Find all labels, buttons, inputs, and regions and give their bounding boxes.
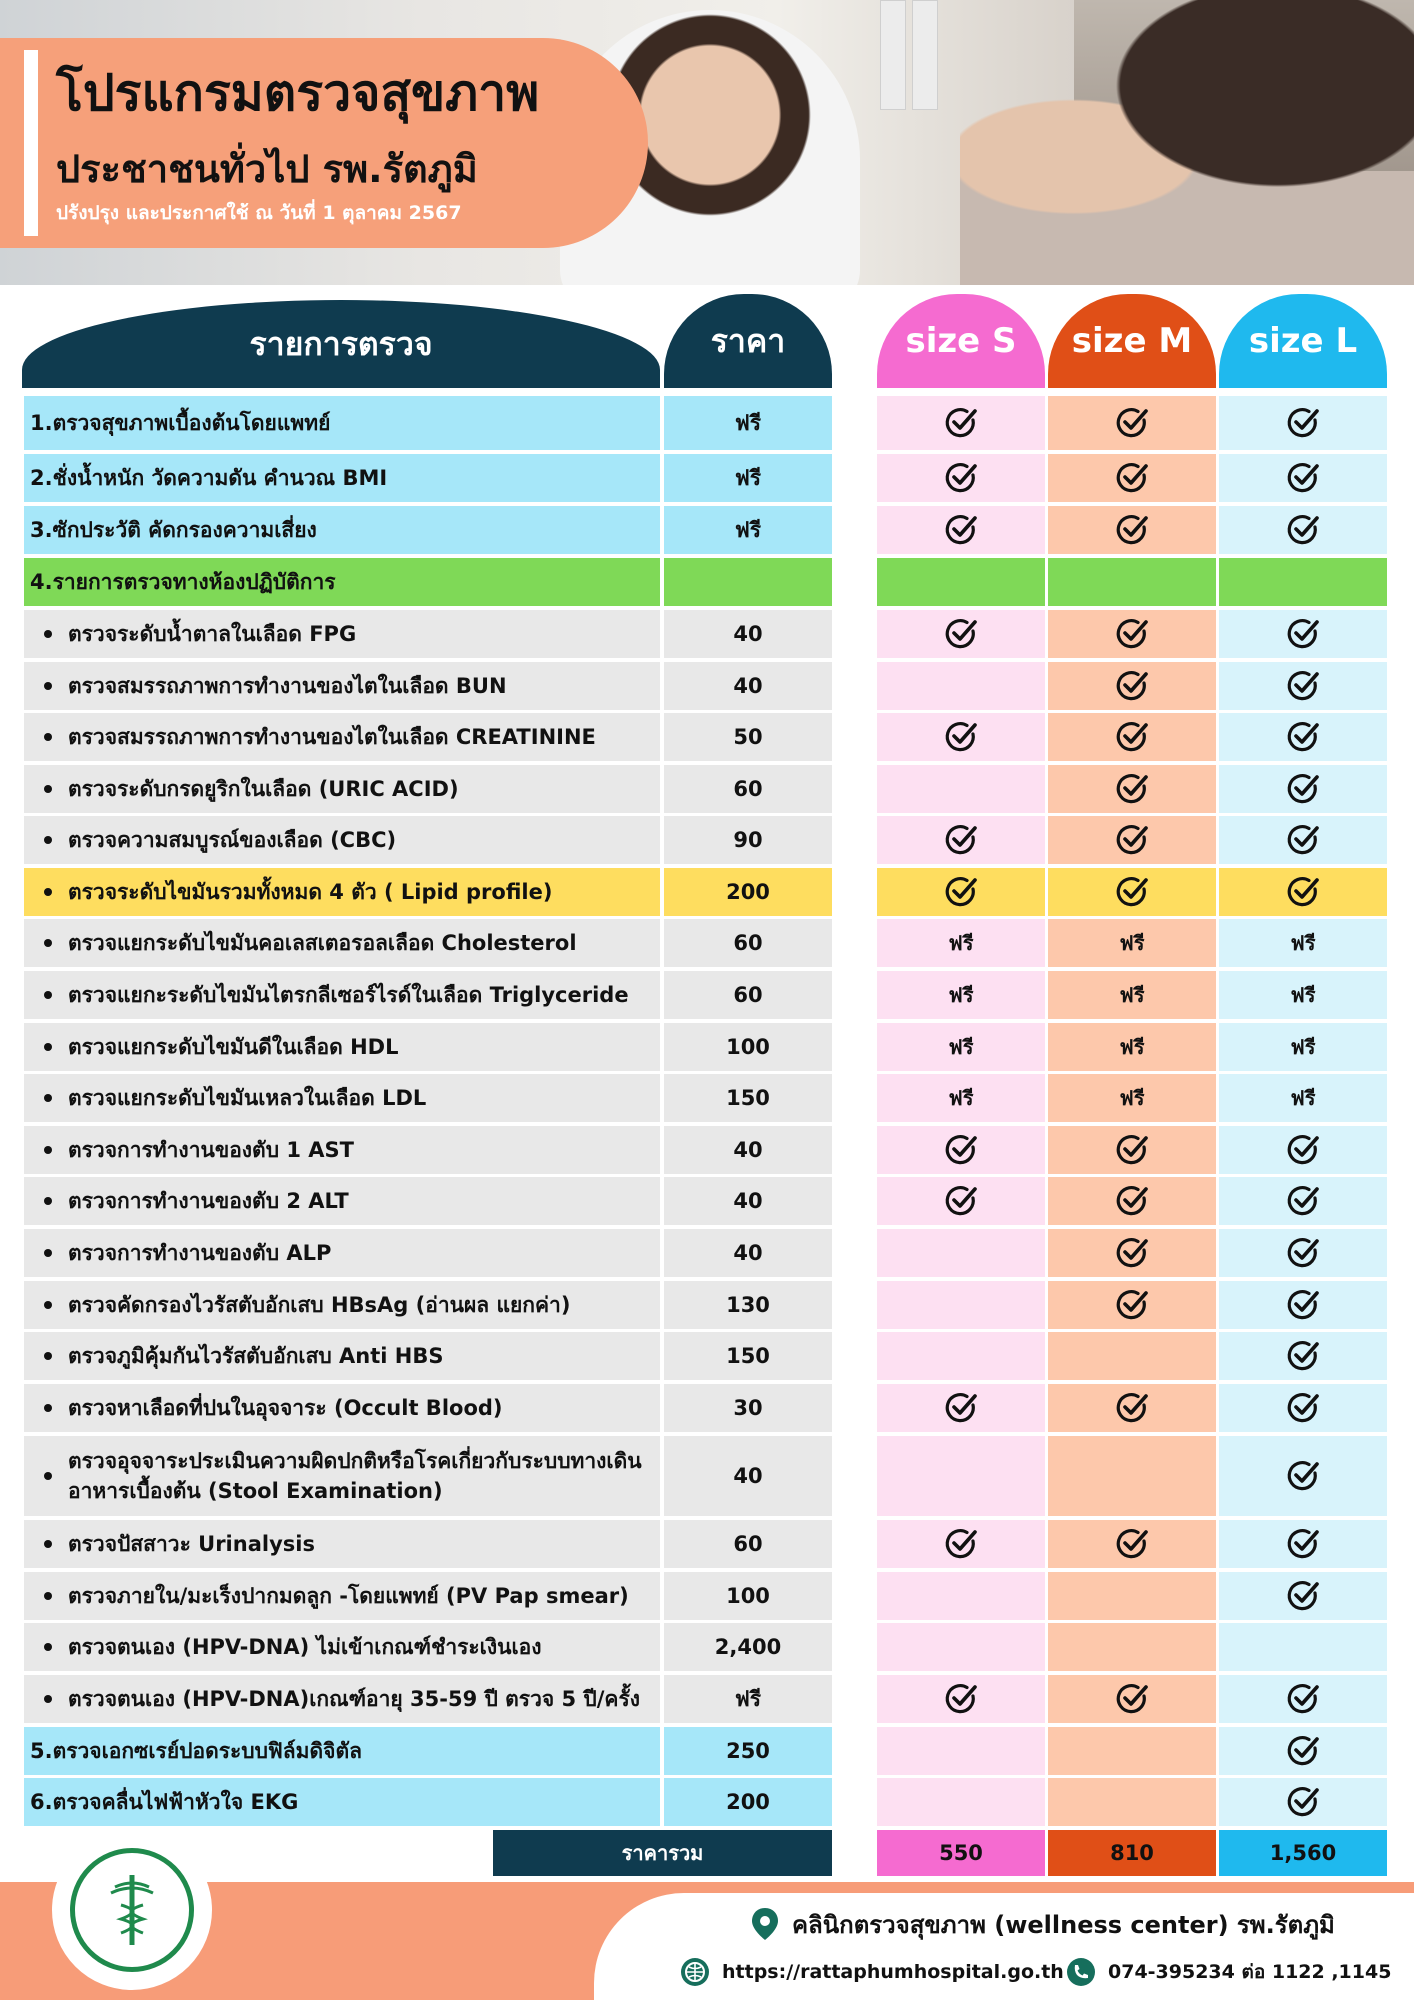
row-size-s xyxy=(877,1126,1045,1174)
table-row xyxy=(0,765,1414,813)
table-row xyxy=(0,868,1414,916)
row-size-l xyxy=(1219,558,1387,606)
row-size-s xyxy=(877,454,1045,502)
row-size-s xyxy=(877,1332,1045,1380)
row-price: 200 xyxy=(664,1778,832,1826)
caduceus-icon xyxy=(75,1853,189,1967)
check-circle-icon xyxy=(1114,668,1150,704)
website-line[interactable] xyxy=(680,1956,1064,1988)
row-label-text: ตรวจแยกะระดับไขมันไตรกลีเซอร์ไรด์ในเลือด Triglyceride xyxy=(68,982,629,1007)
row-label xyxy=(24,1520,660,1568)
row-size-l xyxy=(1219,816,1387,864)
table-row xyxy=(0,610,1414,658)
table-row xyxy=(0,558,1414,606)
check-circle-icon xyxy=(1114,616,1150,652)
check-circle-icon xyxy=(1114,719,1150,755)
row-size-s: ฟรี xyxy=(877,919,1045,967)
row-price: 2,400 xyxy=(664,1623,832,1671)
check-circle-icon xyxy=(943,405,979,441)
row-label-text: 4.รายการตรวจทางห้องปฏิบัติการ xyxy=(30,569,336,594)
seal-ring xyxy=(70,1848,194,1972)
row-label xyxy=(24,765,660,813)
row-label xyxy=(24,919,660,967)
row-size-l xyxy=(1219,1332,1387,1380)
row-size-m xyxy=(1048,1572,1216,1620)
row-price: 100 xyxy=(664,1572,832,1620)
table-row xyxy=(0,1177,1414,1225)
row-size-m xyxy=(1048,1623,1216,1671)
check-circle-icon xyxy=(1285,1733,1321,1769)
row-label-text: ตรวจแยกระดับไขมันเหลวในเลือด LDL xyxy=(68,1085,427,1110)
check-circle-icon xyxy=(943,1132,979,1168)
row-price: 40 xyxy=(664,1229,832,1277)
table-row xyxy=(0,713,1414,761)
bullet-icon xyxy=(44,1352,52,1360)
check-circle-icon xyxy=(1285,1458,1321,1494)
bullet-icon xyxy=(44,939,52,947)
table-row xyxy=(0,396,1414,450)
row-label xyxy=(24,971,660,1019)
row-size-m xyxy=(1048,1126,1216,1174)
row-label xyxy=(24,396,660,450)
table-row xyxy=(0,1332,1414,1380)
row-size-l xyxy=(1219,1623,1387,1671)
row-size-m xyxy=(1048,558,1216,606)
row-size-m xyxy=(1048,1436,1216,1516)
row-size-m xyxy=(1048,1281,1216,1329)
row-label xyxy=(24,1023,660,1071)
globe-icon xyxy=(680,1957,710,1987)
bullet-icon xyxy=(44,1592,52,1600)
row-price: 60 xyxy=(664,919,832,967)
check-circle-icon xyxy=(1285,1784,1321,1820)
row-label-text: ตรวจระดับน้ำตาลในเลือด FPG xyxy=(68,621,357,646)
row-price: 40 xyxy=(664,1177,832,1225)
row-size-m xyxy=(1048,506,1216,554)
check-circle-icon xyxy=(1114,1183,1150,1219)
table-row xyxy=(0,1074,1414,1122)
row-size-m: ฟรี xyxy=(1048,1023,1216,1071)
row-label xyxy=(24,1177,660,1225)
check-circle-icon xyxy=(1285,1132,1321,1168)
row-label xyxy=(24,1778,660,1826)
row-price: 40 xyxy=(664,610,832,658)
table-row xyxy=(0,1675,1414,1723)
row-size-l xyxy=(1219,454,1387,502)
row-label xyxy=(24,454,660,502)
row-size-s xyxy=(877,1572,1045,1620)
row-size-s xyxy=(877,1177,1045,1225)
row-size-s xyxy=(877,662,1045,710)
table-row xyxy=(0,1281,1414,1329)
row-price: ฟรี xyxy=(664,454,832,502)
check-circle-icon xyxy=(1285,405,1321,441)
row-size-l xyxy=(1219,1436,1387,1516)
check-circle-icon xyxy=(1285,460,1321,496)
row-label-text: ตรวจแยกระดับไขมันคอเลสเตอรอลเลือด Cholesterol xyxy=(68,930,577,955)
row-size-l xyxy=(1219,1778,1387,1826)
row-label xyxy=(24,1572,660,1620)
row-size-l: ฟรี xyxy=(1219,919,1387,967)
column-header-items: รายการตรวจ xyxy=(22,300,660,388)
row-size-m xyxy=(1048,1384,1216,1432)
bullet-icon xyxy=(44,1695,52,1703)
row-size-m: ฟรี xyxy=(1048,919,1216,967)
row-price: 130 xyxy=(664,1281,832,1329)
row-price: 100 xyxy=(664,1023,832,1071)
row-label xyxy=(24,1074,660,1122)
row-price: 40 xyxy=(664,1126,832,1174)
row-label xyxy=(24,713,660,761)
row-label-text: ตรวจคัดกรองไวรัสตับอักเสบ HBsAg (อ่านผล แยกค่า) xyxy=(68,1292,571,1317)
row-size-s: ฟรี xyxy=(877,1074,1045,1122)
row-size-s xyxy=(877,1727,1045,1775)
check-circle-icon xyxy=(1285,822,1321,858)
bullet-icon xyxy=(44,630,52,638)
phone-line[interactable] xyxy=(1066,1956,1391,1988)
bullet-icon xyxy=(44,1043,52,1051)
total-label: ราคารวม xyxy=(493,1830,832,1876)
ministry-seal-logo xyxy=(52,1830,212,1990)
clinic-name: คลินิกตรวจสุขภาพ (wellness center) รพ.รัตภูมิ xyxy=(792,1910,1335,1939)
bullet-icon xyxy=(44,682,52,690)
check-circle-icon xyxy=(1285,719,1321,755)
bullet-icon xyxy=(44,1094,52,1102)
row-label-text: ตรวจตนเอง (HPV-DNA)เกณฑ์อายุ 35-59 ปี ตรวจ 5 ปี/ครั้ง xyxy=(68,1686,640,1711)
row-size-l xyxy=(1219,868,1387,916)
row-price: ฟรี xyxy=(664,506,832,554)
check-circle-icon xyxy=(1114,822,1150,858)
row-size-m xyxy=(1048,1727,1216,1775)
row-size-l xyxy=(1219,506,1387,554)
row-size-s xyxy=(877,765,1045,813)
row-label-text: 5.ตรวจเอกซเรย์ปอดระบบฟิล์มดิจิตัล xyxy=(30,1738,362,1763)
location-pin-icon xyxy=(750,1907,780,1941)
row-size-l xyxy=(1219,1177,1387,1225)
row-size-s xyxy=(877,1675,1045,1723)
bullet-icon xyxy=(44,836,52,844)
row-label xyxy=(24,506,660,554)
check-circle-icon xyxy=(1114,405,1150,441)
row-price: 90 xyxy=(664,816,832,864)
row-label xyxy=(24,816,660,864)
row-price: 150 xyxy=(664,1332,832,1380)
row-size-m xyxy=(1048,454,1216,502)
check-circle-icon xyxy=(943,822,979,858)
row-label-text: 6.ตรวจคลื่นไฟฟ้าหัวใจ EKG xyxy=(30,1789,299,1814)
check-circle-icon xyxy=(943,1681,979,1717)
bullet-icon xyxy=(44,888,52,896)
check-circle-icon xyxy=(1114,1287,1150,1323)
row-label-text: ตรวจอุจจาระประเมินความผิดปกติหรือโรคเกี่ยวกับระบบทางเดินอาหารเบื้องต้น (Stool Examination) xyxy=(68,1448,642,1503)
row-size-m xyxy=(1048,868,1216,916)
check-circle-icon xyxy=(1114,1681,1150,1717)
row-price: ฟรี xyxy=(664,396,832,450)
table-row xyxy=(0,1126,1414,1174)
check-circle-icon xyxy=(1114,1235,1150,1271)
phone-icon xyxy=(1066,1957,1096,1987)
table-row xyxy=(0,1023,1414,1071)
row-label-text: ตรวจปัสสาวะ Urinalysis xyxy=(68,1531,315,1556)
bullet-icon xyxy=(44,733,52,741)
row-label-text: 1.ตรวจสุขภาพเบื้องต้นโดยแพทย์ xyxy=(30,410,331,435)
check-circle-icon xyxy=(1285,1526,1321,1562)
row-size-s xyxy=(877,396,1045,450)
row-size-l: ฟรี xyxy=(1219,1074,1387,1122)
check-circle-icon xyxy=(1114,1132,1150,1168)
bullet-icon xyxy=(44,1146,52,1154)
row-label xyxy=(24,610,660,658)
row-size-s xyxy=(877,713,1045,761)
column-header-size-m: size M xyxy=(1048,294,1216,388)
row-label-text: 2.ชั่งน้ำหนัก วัดความดัน คำนวณ BMI xyxy=(30,465,388,490)
page-title: โปรแกรมตรวจสุขภาพ xyxy=(56,64,540,122)
clinic-line xyxy=(750,1906,1335,1942)
row-label xyxy=(24,1384,660,1432)
check-circle-icon xyxy=(1285,1235,1321,1271)
row-label-text: ตรวจภายใน/มะเร็งปากมดลูก -โดยแพทย์ (PV Pap smear) xyxy=(68,1583,629,1608)
check-circle-icon xyxy=(1114,771,1150,807)
check-circle-icon xyxy=(943,1183,979,1219)
row-label-text: ตรวจสมรรถภาพการทำงานของไตในเลือด BUN xyxy=(68,673,507,698)
bullet-icon xyxy=(44,1540,52,1548)
row-size-s xyxy=(877,610,1045,658)
row-size-l xyxy=(1219,610,1387,658)
check-circle-icon xyxy=(943,719,979,755)
check-circle-icon xyxy=(1285,1183,1321,1219)
check-circle-icon xyxy=(1285,1681,1321,1717)
row-size-l xyxy=(1219,396,1387,450)
row-label xyxy=(24,868,660,916)
check-circle-icon xyxy=(1285,1338,1321,1374)
check-circle-icon xyxy=(1285,668,1321,704)
row-size-m xyxy=(1048,610,1216,658)
check-circle-icon xyxy=(943,512,979,548)
row-label-text: ตรวจตนเอง (HPV-DNA) ไม่เข้าเกณฑ์ชำระเงินเอง xyxy=(68,1634,542,1659)
row-label xyxy=(24,1727,660,1775)
row-size-m xyxy=(1048,396,1216,450)
row-label-text: ตรวจแยกระดับไขมันดีในเลือด HDL xyxy=(68,1034,399,1059)
check-circle-icon xyxy=(943,616,979,652)
table-row xyxy=(0,971,1414,1019)
row-size-l xyxy=(1219,1572,1387,1620)
row-size-l xyxy=(1219,1384,1387,1432)
row-size-l xyxy=(1219,1520,1387,1568)
row-size-s xyxy=(877,868,1045,916)
row-size-m xyxy=(1048,662,1216,710)
announcement-date: ปรังปรุง และประกาศใช้ ณ วันที่ 1 ตุลาคม 2567 xyxy=(56,202,462,224)
bullet-icon xyxy=(44,1472,52,1480)
check-circle-icon xyxy=(1114,1390,1150,1426)
table-row xyxy=(0,506,1414,554)
row-size-s xyxy=(877,1778,1045,1826)
row-label-text: ตรวจการทำงานของตับ ALP xyxy=(68,1240,332,1265)
table-row xyxy=(0,1384,1414,1432)
row-price: 250 xyxy=(664,1727,832,1775)
row-label-text: 3.ซักประวัติ คัดกรองความเสี่ยง xyxy=(30,517,317,542)
row-size-m: ฟรี xyxy=(1048,971,1216,1019)
row-price: 50 xyxy=(664,713,832,761)
total-size-s: 550 xyxy=(877,1830,1045,1876)
shelf-binder xyxy=(912,0,938,110)
row-label-text: ตรวจระดับไขมันรวมทั้งหมด 4 ตัว ( Lipid profile) xyxy=(68,879,553,904)
check-circle-icon xyxy=(943,1526,979,1562)
row-price: 60 xyxy=(664,1520,832,1568)
row-size-s xyxy=(877,1436,1045,1516)
check-circle-icon xyxy=(1285,1578,1321,1614)
table-row xyxy=(0,1520,1414,1568)
check-circle-icon xyxy=(1285,1390,1321,1426)
column-header-price: ราคา xyxy=(664,294,832,388)
row-size-m xyxy=(1048,1332,1216,1380)
row-price: 60 xyxy=(664,971,832,1019)
row-size-m xyxy=(1048,713,1216,761)
row-price xyxy=(664,558,832,606)
row-size-s xyxy=(877,1520,1045,1568)
row-size-s xyxy=(877,1229,1045,1277)
row-size-m xyxy=(1048,1229,1216,1277)
row-label-text: ตรวจการทำงานของตับ 2 ALT xyxy=(68,1188,349,1213)
row-price: 150 xyxy=(664,1074,832,1122)
row-size-m: ฟรี xyxy=(1048,1074,1216,1122)
row-label-text: ตรวจการทำงานของตับ 1 AST xyxy=(68,1137,354,1162)
row-label xyxy=(24,1623,660,1671)
row-label xyxy=(24,1229,660,1277)
row-label xyxy=(24,1436,660,1516)
table-row xyxy=(0,1623,1414,1671)
phone-number[interactable]: 074-395234 ต่อ 1122 ,1145 xyxy=(1108,1961,1392,1983)
bullet-icon xyxy=(44,1643,52,1651)
row-size-m xyxy=(1048,1675,1216,1723)
column-header-size-s: size S xyxy=(877,294,1045,388)
check-circle-icon xyxy=(1285,616,1321,652)
check-circle-icon xyxy=(943,874,979,910)
row-price: 60 xyxy=(664,765,832,813)
row-label-text: ตรวจภูมิคุ้มกันไวรัสตับอักเสบ Anti HBS xyxy=(68,1343,444,1368)
check-circle-icon xyxy=(1114,1526,1150,1562)
table-row xyxy=(0,1436,1414,1516)
check-circle-icon xyxy=(1285,874,1321,910)
bullet-icon xyxy=(44,1301,52,1309)
row-label-text: ตรวจระดับกรดยูริกในเลือด (URIC ACID) xyxy=(68,776,459,801)
row-size-s xyxy=(877,1623,1045,1671)
row-size-s xyxy=(877,1281,1045,1329)
row-price: 200 xyxy=(664,868,832,916)
row-size-m xyxy=(1048,1177,1216,1225)
row-label-text: ตรวจหาเลือดที่ปนในอุจจาระ (Occult Blood) xyxy=(68,1395,503,1420)
table-row xyxy=(0,1727,1414,1775)
bullet-icon xyxy=(44,1249,52,1257)
patient-figure xyxy=(960,0,1414,285)
check-circle-icon xyxy=(1114,460,1150,496)
page-subtitle: ประชาชนทั่วไป รพ.รัตภูมิ xyxy=(56,147,478,191)
check-circle-icon xyxy=(943,1390,979,1426)
row-size-l xyxy=(1219,1126,1387,1174)
table-row xyxy=(0,1572,1414,1620)
row-label xyxy=(24,1675,660,1723)
table-row xyxy=(0,919,1414,967)
row-size-l xyxy=(1219,662,1387,710)
row-label-text: ตรวจความสมบูรณ์ของเลือด (CBC) xyxy=(68,827,397,852)
row-size-l: ฟรี xyxy=(1219,971,1387,1019)
check-circle-icon xyxy=(943,460,979,496)
row-size-s: ฟรี xyxy=(877,1023,1045,1071)
check-circle-icon xyxy=(1285,1287,1321,1323)
row-size-l xyxy=(1219,1281,1387,1329)
row-size-l: ฟรี xyxy=(1219,1023,1387,1071)
row-label xyxy=(24,1332,660,1380)
check-circle-icon xyxy=(1114,512,1150,548)
row-size-s xyxy=(877,816,1045,864)
row-label xyxy=(24,1126,660,1174)
shelf-binder xyxy=(880,0,906,110)
table-row xyxy=(0,816,1414,864)
row-label-text: ตรวจสมรรถภาพการทำงานของไตในเลือด CREATININE xyxy=(68,724,596,749)
row-size-m xyxy=(1048,816,1216,864)
total-size-m: 810 xyxy=(1048,1830,1216,1876)
row-size-m xyxy=(1048,1778,1216,1826)
bullet-icon xyxy=(44,991,52,999)
table-row xyxy=(0,1778,1414,1826)
row-size-l xyxy=(1219,1727,1387,1775)
row-size-m xyxy=(1048,765,1216,813)
row-label xyxy=(24,558,660,606)
row-price: 30 xyxy=(664,1384,832,1432)
row-size-l xyxy=(1219,765,1387,813)
check-circle-icon xyxy=(1285,512,1321,548)
table-row xyxy=(0,662,1414,710)
column-header-size-l: size L xyxy=(1219,294,1387,388)
check-circle-icon xyxy=(1285,771,1321,807)
row-price: 40 xyxy=(664,1436,832,1516)
row-price: 40 xyxy=(664,662,832,710)
bullet-icon xyxy=(44,785,52,793)
row-size-s xyxy=(877,506,1045,554)
total-size-l: 1,560 xyxy=(1219,1830,1387,1876)
row-size-s xyxy=(877,558,1045,606)
row-size-s: ฟรี xyxy=(877,971,1045,1019)
table-row xyxy=(0,454,1414,502)
row-price: ฟรี xyxy=(664,1675,832,1723)
row-size-l xyxy=(1219,713,1387,761)
check-circle-icon xyxy=(1114,874,1150,910)
bullet-icon xyxy=(44,1404,52,1412)
bullet-icon xyxy=(44,1197,52,1205)
row-label xyxy=(24,662,660,710)
row-label xyxy=(24,1281,660,1329)
row-size-s xyxy=(877,1384,1045,1432)
row-size-l xyxy=(1219,1229,1387,1277)
website-link[interactable]: https://rattaphumhospital.go.th xyxy=(722,1961,1064,1983)
row-size-l xyxy=(1219,1675,1387,1723)
title-accent-bar xyxy=(24,50,38,236)
row-size-m xyxy=(1048,1520,1216,1568)
table-row xyxy=(0,1229,1414,1277)
